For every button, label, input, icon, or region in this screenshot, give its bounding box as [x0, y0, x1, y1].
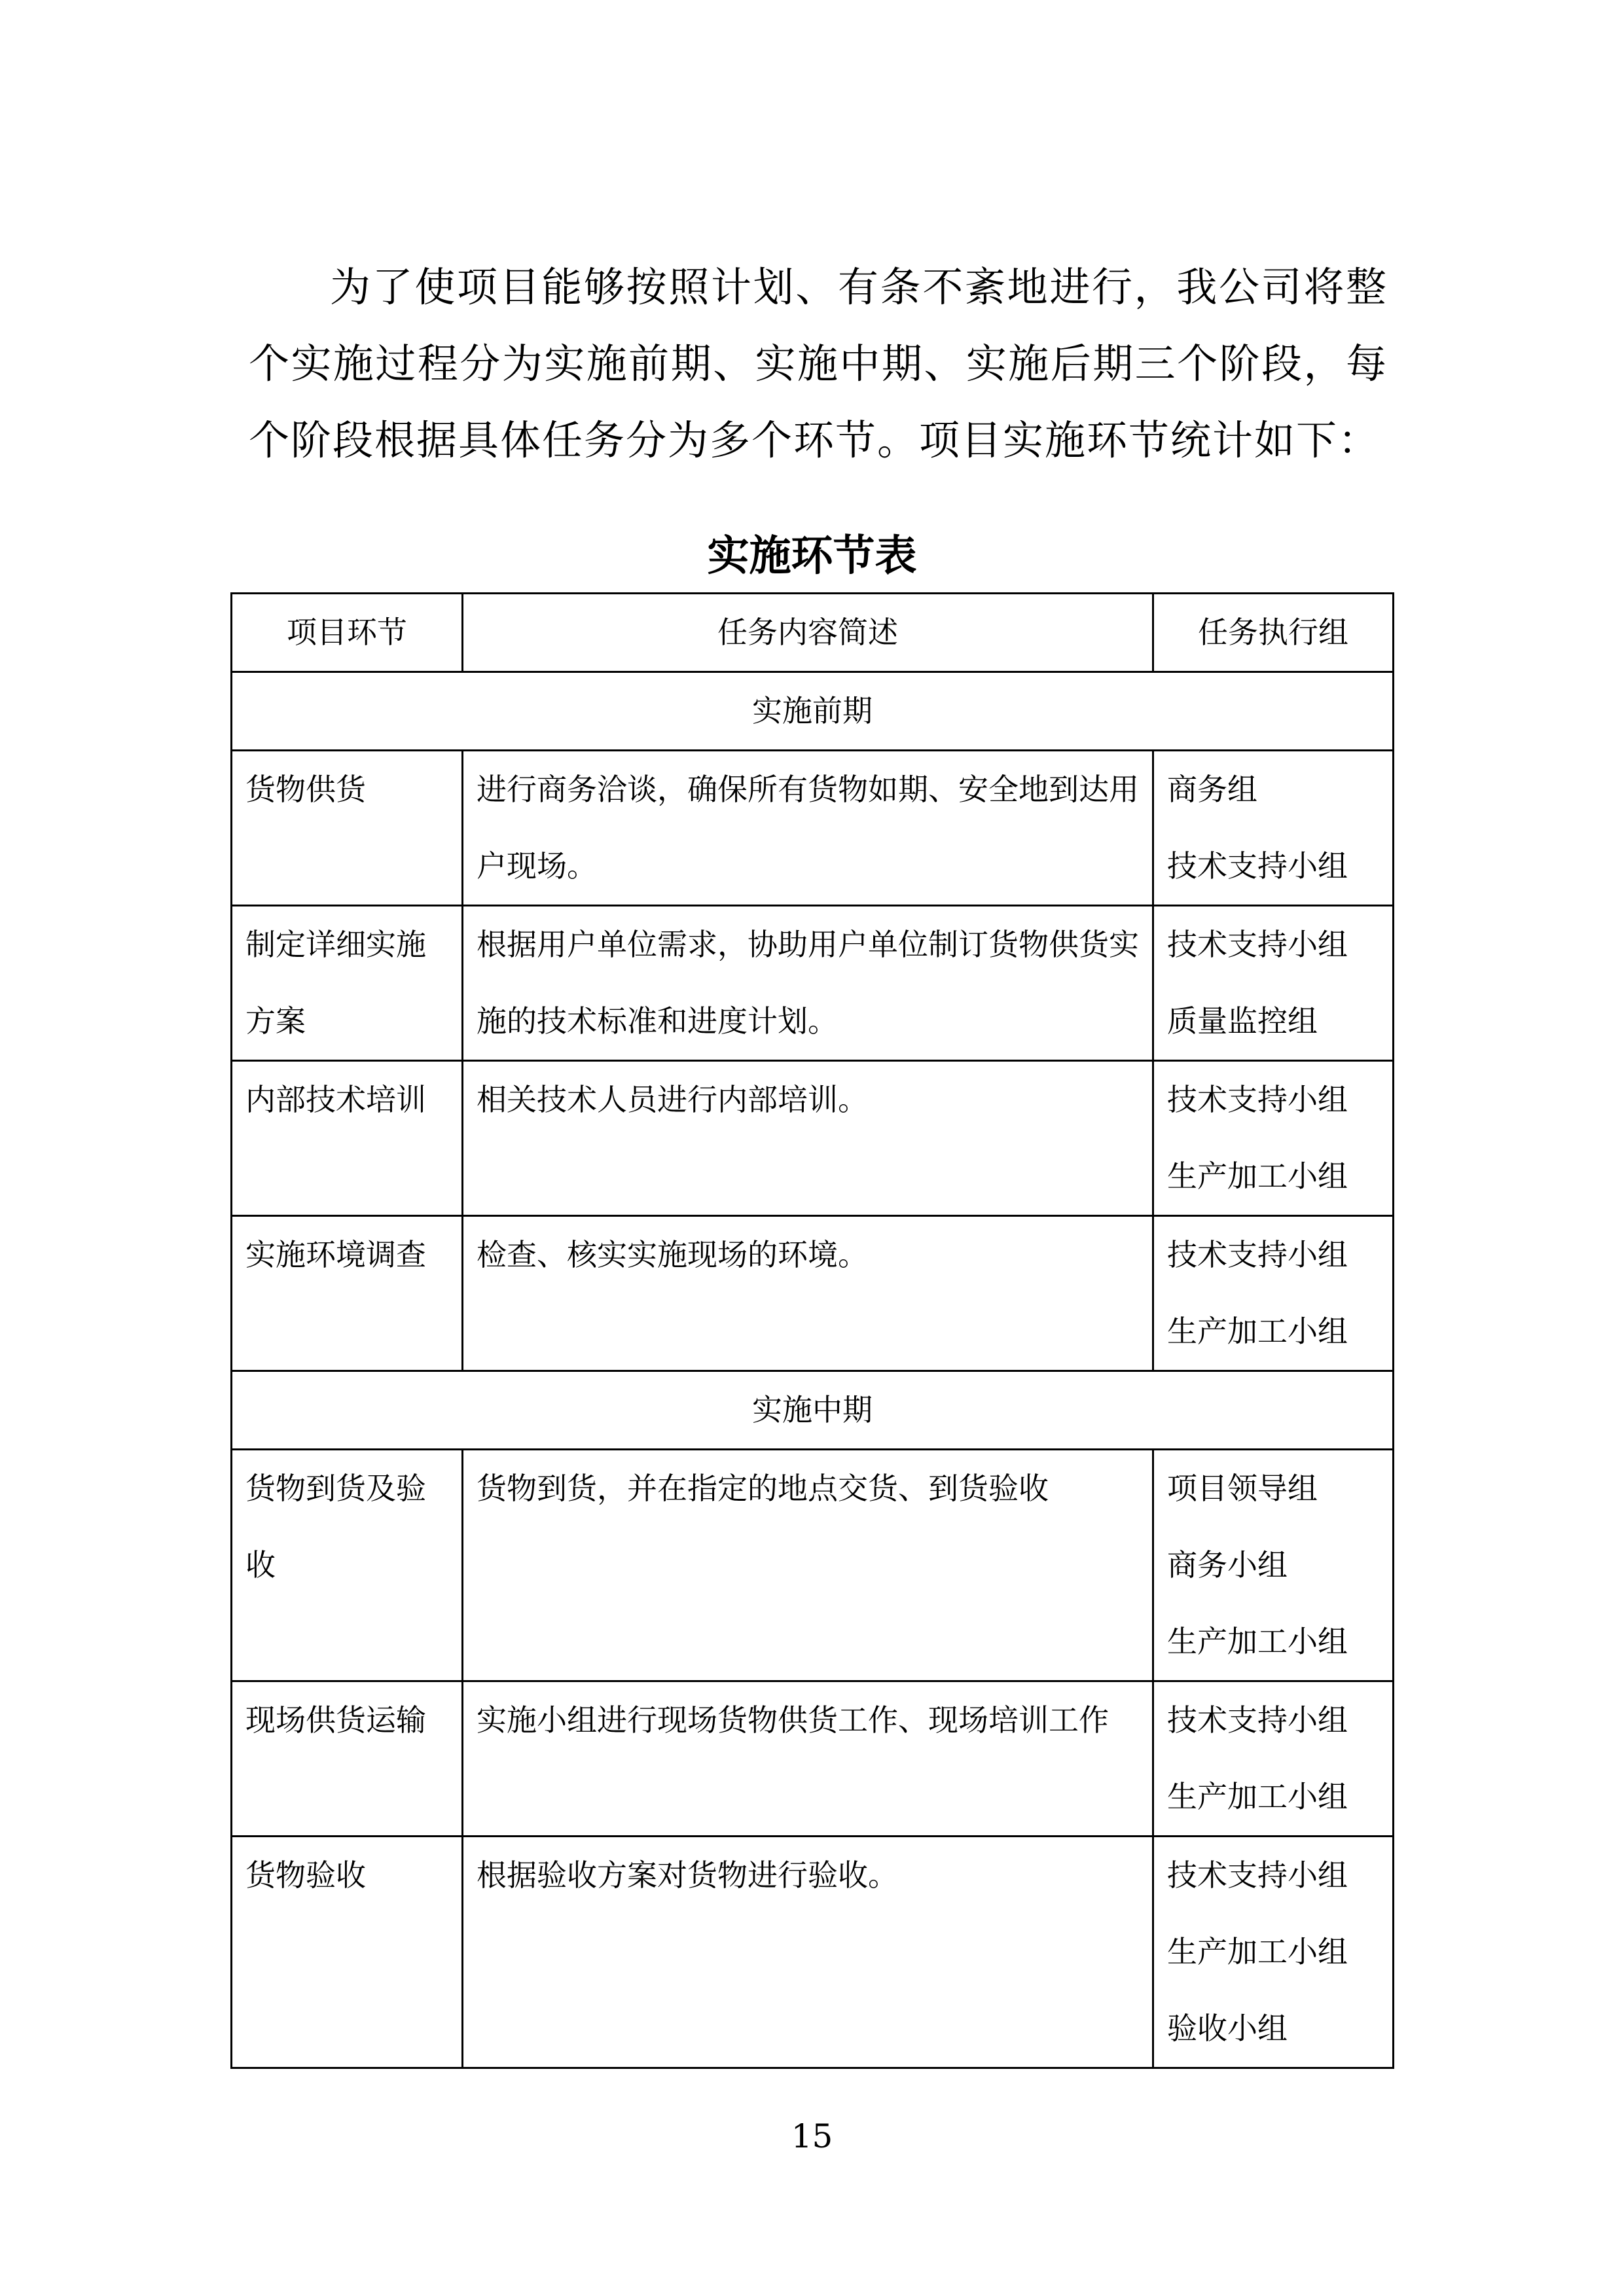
- task-description: 相关技术人员进行内部培训。: [463, 1061, 1153, 1216]
- task-description: 根据用户单位需求，协助用户单位制订货物供货实施的技术标准和进度计划。: [463, 906, 1153, 1061]
- header-description: 任务内容简述: [463, 594, 1153, 672]
- task-description: 检查、核实实施现场的环境。: [463, 1216, 1153, 1371]
- page-number: 15: [791, 2117, 833, 2155]
- table-row: [232, 906, 1394, 1061]
- task-description: 货物到货，并在指定的地点交货、到货验收: [463, 1450, 1153, 1681]
- stage-name: 货物供货: [232, 751, 463, 906]
- table-row: [232, 1681, 1394, 1837]
- stage-name: 内部技术培训: [232, 1061, 463, 1216]
- executing-groups: 商务组 技术支持小组: [1153, 751, 1394, 906]
- table-caption: 实施环节表: [707, 532, 917, 581]
- header-stage: 项目环节: [232, 594, 463, 672]
- phase-label: 实施前期: [232, 672, 1394, 751]
- phase-row: [232, 1371, 1394, 1450]
- executing-groups: 技术支持小组 生产加工小组: [1153, 1061, 1394, 1216]
- phase-row: [232, 672, 1394, 751]
- executing-groups: 技术支持小组 生产加工小组: [1153, 1681, 1394, 1837]
- executing-groups: 项目领导组 商务小组 生产加工小组: [1153, 1450, 1394, 1681]
- stage-name: 制定详细实施方案: [232, 906, 463, 1061]
- table-row: [232, 751, 1394, 906]
- executing-groups: 技术支持小组 质量监控组: [1153, 906, 1394, 1061]
- table-row: [232, 1216, 1394, 1371]
- stage-name: 现场供货运输: [232, 1681, 463, 1837]
- implementation-table: [230, 592, 1394, 2069]
- table-header-row: [232, 594, 1394, 672]
- header-group: 任务执行组: [1153, 594, 1394, 672]
- task-description: 根据验收方案对货物进行验收。: [463, 1837, 1153, 2068]
- stage-name: 货物验收: [232, 1837, 463, 2068]
- phase-label: 实施中期: [232, 1371, 1394, 1450]
- stage-name: 货物到货及验收: [232, 1450, 463, 1681]
- intro-paragraph: 为了使项目能够按照计划、有条不紊地进行，我公司将整个实施过程分为实施前期、实施中期、实施后期三个阶段，每个阶段根据具体任务分为多个环节。项目实施环节统计如下：: [249, 263, 1388, 464]
- stage-name: 实施环境调查: [232, 1216, 463, 1371]
- executing-groups: 技术支持小组 生产加工小组: [1153, 1216, 1394, 1371]
- table-row: [232, 1450, 1394, 1681]
- task-description: 进行商务洽谈，确保所有货物如期、安全地到达用户现场。: [463, 751, 1153, 906]
- table-row: [232, 1837, 1394, 2068]
- table-row: [232, 1061, 1394, 1216]
- task-description: 实施小组进行现场货物供货工作、现场培训工作: [463, 1681, 1153, 1837]
- executing-groups: 技术支持小组 生产加工小组 验收小组: [1153, 1837, 1394, 2068]
